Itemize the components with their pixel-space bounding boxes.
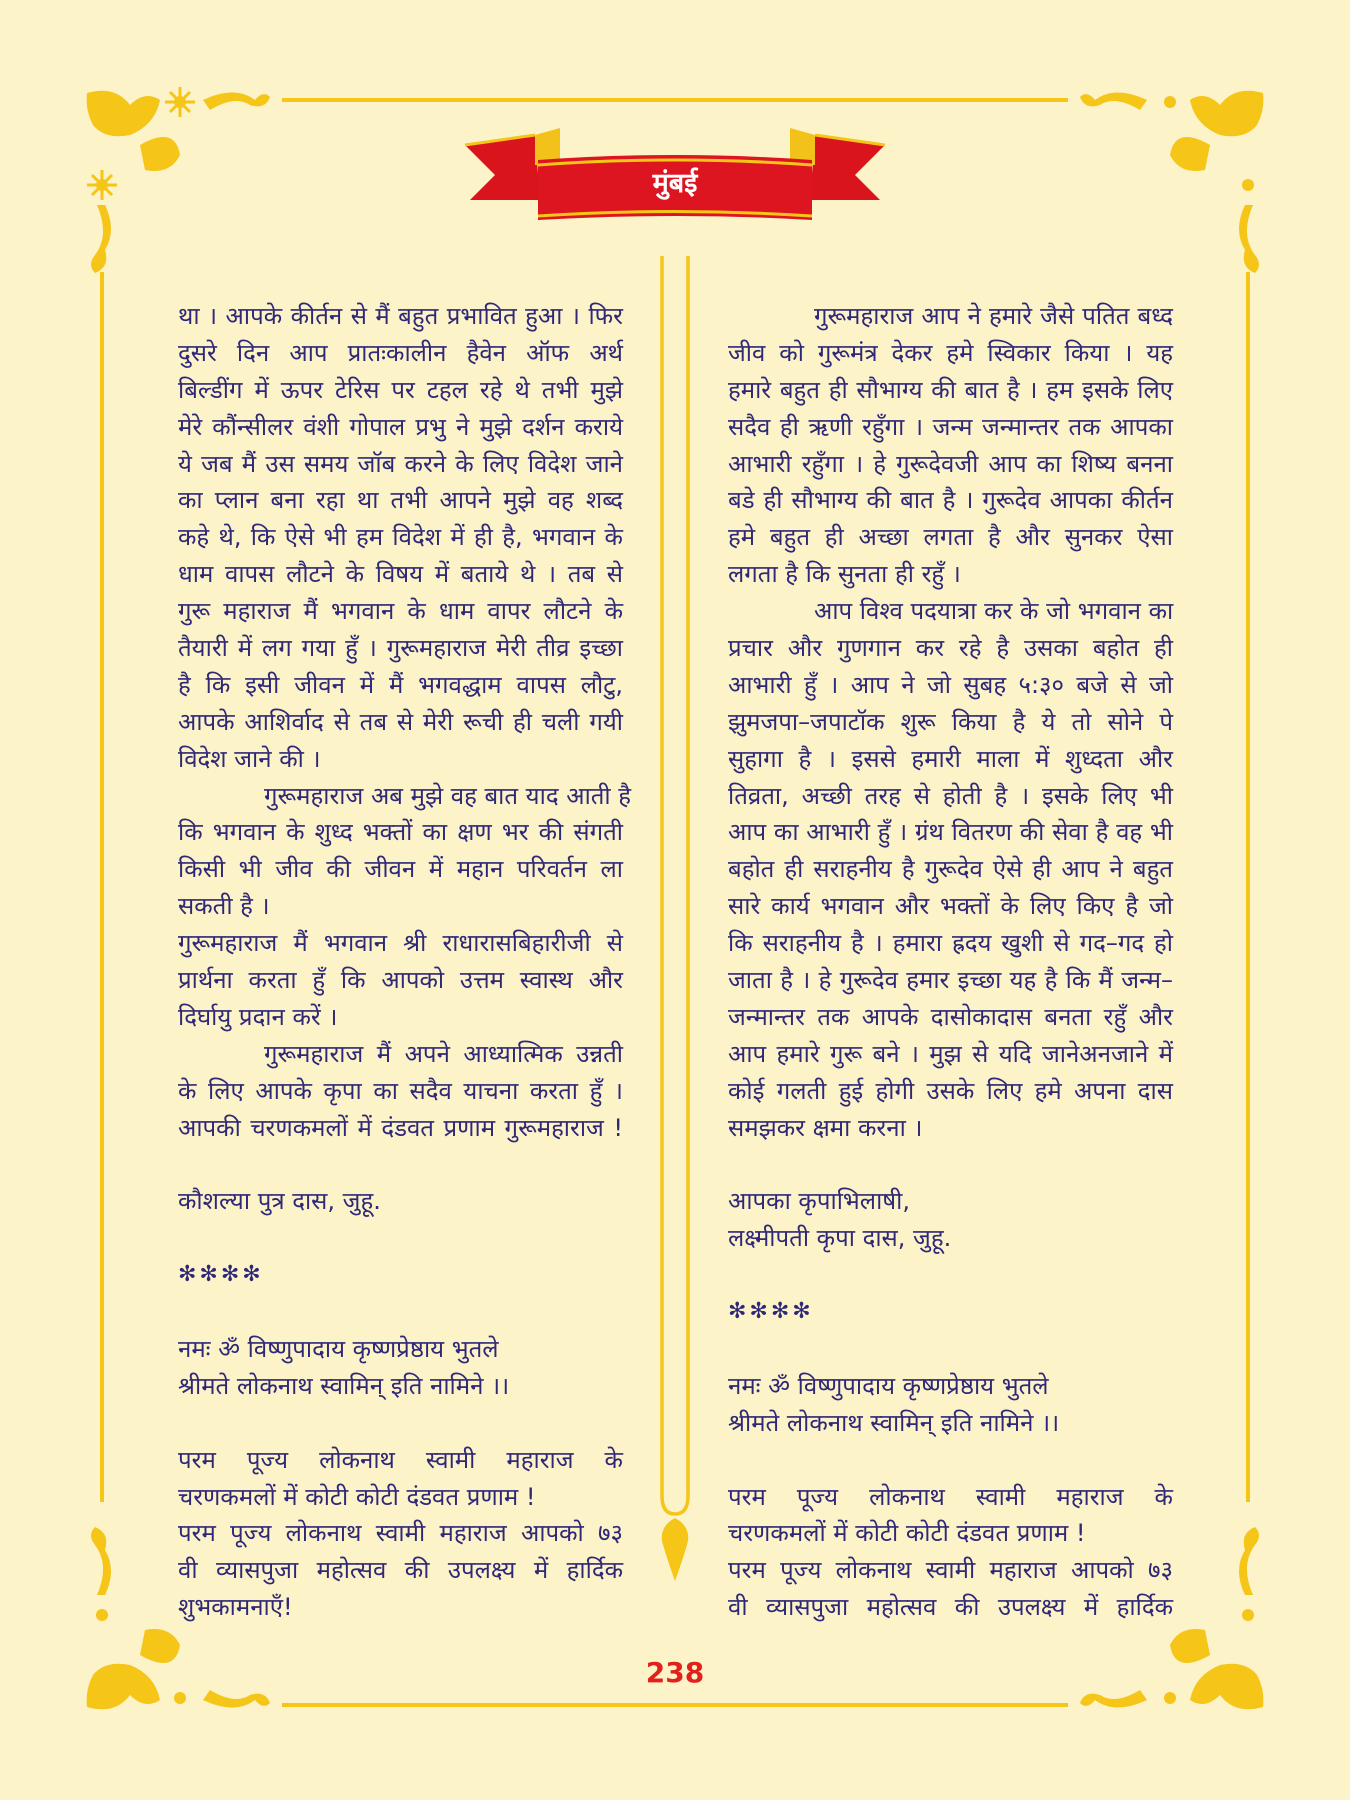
text-line: विदेश जाने की ।	[178, 744, 321, 773]
text-line: कोई गलती हुई होगी उसके लिए हमे अपना दास	[728, 1076, 1173, 1105]
text-line: का प्लान बना रहा था तभी आपने मुझे वह शब्द	[178, 486, 623, 515]
text-line: आप का आभारी हुँ । ग्रंथ वितरण की सेवा है वह भी	[728, 818, 1173, 847]
text-line: गुरू महाराज मैं भगवान के धाम वापर लौटने के	[178, 597, 623, 626]
text-line: गुरूमहाराज आप ने हमारे जैसे पतित बध्द	[814, 302, 1173, 330]
text-line: प्रचार और गुणगान कर रहे है उसका बहोत ही	[728, 634, 1173, 663]
text-line: आपका कृपाभिलाषी,	[728, 1187, 911, 1216]
text-line: चरणकमलों में कोटी कोटी दंडवत प्रणाम !	[728, 1519, 1086, 1548]
left-column	[178, 298, 631, 1626]
text-line: दिर्घायु प्रदान करें ।	[178, 1002, 338, 1031]
text-line: आप विश्व पदयात्रा कर के जो भगवान का	[814, 597, 1174, 626]
text-line: जन्मान्तर तक आपके दासोकादास बनता रहुँ और	[728, 1002, 1173, 1031]
left-border-line	[100, 272, 104, 1502]
text-line: श्रीमते लोकनाथ स्वामिन् इति नामिने ।।	[728, 1408, 1060, 1437]
text-line: कि सराहनीय है । हमारा ह्रदय खुशी से गद–गद हो	[728, 929, 1173, 958]
text-line: परम पूज्य लोकनाथ स्वामी महाराज आपको ७३	[728, 1556, 1173, 1585]
text-line: गुरूमहाराज मैं अपने आध्यात्मिक उन्नती	[264, 1039, 623, 1068]
text-line: हमे बहुत ही अच्छा लगता है और सुनकर ऐसा	[728, 523, 1173, 552]
bottom-border-line	[282, 1703, 1068, 1707]
text-line: आभारी रहुँगा । हे गुरूदेवजी आप का शिष्य बनना	[728, 449, 1173, 478]
blank-line	[178, 1294, 623, 1331]
text-line: तैयारी में लग गया हुँ । गुरूमहाराज मेरी तीव्र इच्छा	[178, 634, 623, 663]
text-line: किसी भी जीव की जीवन में महान परिवर्तन ला	[178, 855, 623, 884]
text-line: दुसरे दिन आप प्रातःकालीन हैवेन ऑफ अर्थ	[178, 338, 623, 367]
page-number: 238	[645, 1656, 705, 1689]
text-line: चरणकमलों में कोटी कोटी दंडवत प्रणाम !	[178, 1482, 536, 1511]
text-line: प्रार्थना करता हुँ कि आपको उत्तम स्वास्थ और	[178, 966, 623, 995]
page-title: मुंबई	[652, 168, 698, 199]
column-divider	[650, 256, 700, 1586]
text-line: गुरूमहाराज मैं भगवान श्री राधारासबिहारीजी से	[178, 929, 623, 958]
text-line: गुरूमहाराज अब मुझे वह बात याद आती है	[264, 781, 631, 810]
text-line: कहे थे, कि ऐसे भी हम विदेश में ही है, भगवान के	[178, 523, 623, 552]
text-line: सारे कार्य भगवान और भक्तों के लिए किए है जो	[728, 892, 1173, 921]
text-line: नमः ॐ विष्णुपादाय कृष्णप्रेष्ठाय भुतले	[178, 1334, 499, 1363]
text-line: नमः ॐ विष्णुपादाय कृष्णप्रेष्ठाय भुतले	[728, 1371, 1049, 1400]
blank-line	[728, 1442, 1173, 1479]
text-line: आप हमारे गुरू बने । मुझ से यदि जानेअनजाने में	[728, 1039, 1173, 1068]
section-separator: ✻✻✻✻	[728, 1299, 814, 1325]
top-border-line	[282, 98, 1068, 102]
text-line: मेरे कौंन्सीलर वंशी गोपाल प्रभु ने मुझे दर्शन कराये	[178, 412, 623, 441]
text-line: वी व्यासपुजा महोत्सव की उपलक्ष्य में हार्दिक	[728, 1593, 1173, 1622]
right-column	[728, 298, 1173, 1626]
text-line: बडे ही सौभाग्य की बात है । गुरूदेव आपका कीर्तन	[728, 486, 1173, 515]
text-line: बहोत ही सराहनीय है गुरूदेव ऐसे ही आप ने बहुत	[728, 855, 1173, 884]
text-line: जीव को गुरूमंत्र देकर हमे स्विकार किया । यह	[728, 338, 1173, 367]
text-line: परम पूज्य लोकनाथ स्वामी महाराज के	[728, 1482, 1173, 1511]
blank-line	[178, 1405, 623, 1442]
text-line: परम पूज्य लोकनाथ स्वामी महाराज आपको ७३	[178, 1519, 623, 1548]
blank-line	[178, 1146, 623, 1183]
text-line: झुमजपा–जपाटॉक शुरू किया है ये तो सोने पे	[728, 707, 1173, 736]
text-line: आभारी हुँ । आप ने जो सुबह ५:३० बजे से जो	[728, 670, 1173, 699]
text-line: परम पूज्य लोकनाथ स्वामी महाराज के	[178, 1445, 623, 1474]
blank-line	[178, 1220, 623, 1257]
right-border-line	[1246, 272, 1250, 1502]
text-line: वी व्यासपुजा महोत्सव की उपलक्ष्य में हार्दिक	[178, 1556, 623, 1585]
text-line: कि भगवान के शुध्द भक्तों का क्षण भर की संगती	[178, 818, 623, 847]
blank-line	[728, 1331, 1173, 1368]
text-line: था । आपके कीर्तन से मैं बहुत प्रभावित हुआ । फिर	[178, 302, 623, 330]
text-line: बिल्डींग में ऊपर टेरिस पर टहल रहे थे तभी मुझे	[178, 375, 623, 404]
text-line: आपकी चरणकमलों में दंडवत प्रणाम गुरूमहाराज !	[178, 1113, 623, 1142]
text-line: ये जब मैं उस समय जॉब करने के लिए विदेश जाने	[178, 449, 623, 478]
text-line: के लिए आपके कृपा का सदैव याचना करता हुँ ।	[178, 1076, 623, 1105]
text-line: आपके आशिर्वाद से तब से मेरी रूची ही चली गयी	[178, 707, 623, 736]
text-line: सदैव ही ऋणी रहुँगा । जन्म जन्मान्तर तक आपका	[728, 412, 1173, 441]
text-line: हमारे बहुत ही सौभाग्य की बात है । हम इसके लिए	[728, 375, 1173, 404]
text-line: है कि इसी जीवन में मैं भगवद्धाम वापस लौटु,	[178, 670, 623, 699]
text-line: समझकर क्षमा करना ।	[728, 1113, 923, 1142]
text-line: जाता है । हे गुरूदेव हमार इच्छा यह है कि मैं जन्म–	[728, 966, 1173, 995]
text-line: शुभकामनाएँ!	[178, 1593, 293, 1622]
text-line: धाम वापस लौटने के विषय में बताये थे । तब से	[178, 560, 623, 589]
text-line: श्रीमते लोकनाथ स्वामिन् इति नामिने ।।	[178, 1371, 510, 1400]
text-line: तिव्रता, अच्छी तरह से होती है । इसके लिए भी	[728, 781, 1173, 810]
blank-line	[728, 1257, 1173, 1294]
text-line: लक्ष्मीपती कृपा दास, जुहू.	[728, 1224, 952, 1253]
blank-line	[728, 1146, 1173, 1183]
text-line: सुहागा है । इससे हमारी माला में शुध्दता और	[728, 744, 1173, 773]
text-line: सकती है ।	[178, 892, 270, 921]
section-separator: ✻✻✻✻	[178, 1262, 264, 1288]
text-line: कौशल्या पुत्र दास, जुहू.	[178, 1187, 381, 1216]
text-line: लगता है कि सुनता ही रहुँ ।	[728, 560, 961, 589]
